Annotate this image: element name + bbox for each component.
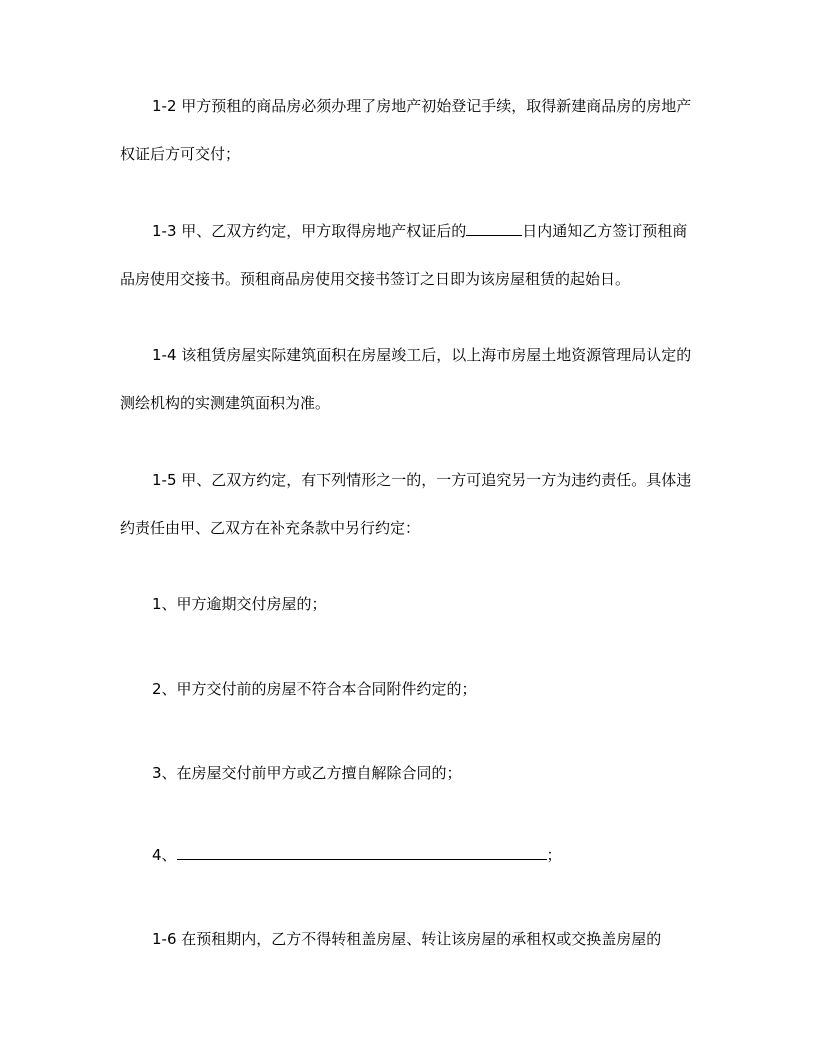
days-blank-field xyxy=(466,219,522,236)
clause-1-6-text: 1-6 在预租期内，乙方不得转租盖房屋、转让该房屋的承租权或交换盖房屋的 xyxy=(152,930,662,948)
list-item-4 xyxy=(120,831,700,879)
list-item-3 xyxy=(120,749,700,797)
clause-1-3-text-end: 日内通知乙方签订预租商品房使用交接书。预租商品房使用交接书签订之日即为该房屋租赁的起始日。 xyxy=(120,222,688,288)
custom-item-blank-field xyxy=(177,843,547,860)
list-item-3-text: 3、在房屋交付前甲方或乙方擅自解除合同的； xyxy=(152,764,462,782)
list-item-4-number: 4、 xyxy=(152,846,177,864)
list-item-1 xyxy=(120,580,700,628)
clause-1-2-text: 1-2 甲方预租的商品房必须办理了房地产初始登记手续，取得新建商品房的房地产权证后方可交付； xyxy=(120,97,692,163)
clause-1-3-text-start: 1-3 甲、乙双方约定，甲方取得房地产权证后的 xyxy=(152,222,467,240)
list-item-2 xyxy=(120,665,700,713)
clause-1-4 xyxy=(120,331,700,427)
clause-1-3 xyxy=(120,207,700,303)
clause-1-5-text: 1-5 甲、乙双方约定，有下列情形之一的，一方可追究另一方为违约责任。具体违约责任由甲、乙双方在补充条款中另行约定： xyxy=(120,471,692,537)
clause-1-4-text: 1-4 该租赁房屋实际建筑面积在房屋竣工后，以上海市房屋土地资源管理局认定的测绘机构的实测建筑面积为准。 xyxy=(120,346,692,412)
list-item-2-text: 2、甲方交付前的房屋不符合本合同附件约定的； xyxy=(152,680,477,698)
clause-1-2 xyxy=(120,82,700,178)
clause-1-5 xyxy=(120,456,700,552)
clause-1-6 xyxy=(120,915,700,963)
list-item-1-text: 1、甲方逾期交付房屋的； xyxy=(152,595,327,613)
list-item-4-end: ； xyxy=(546,846,562,864)
